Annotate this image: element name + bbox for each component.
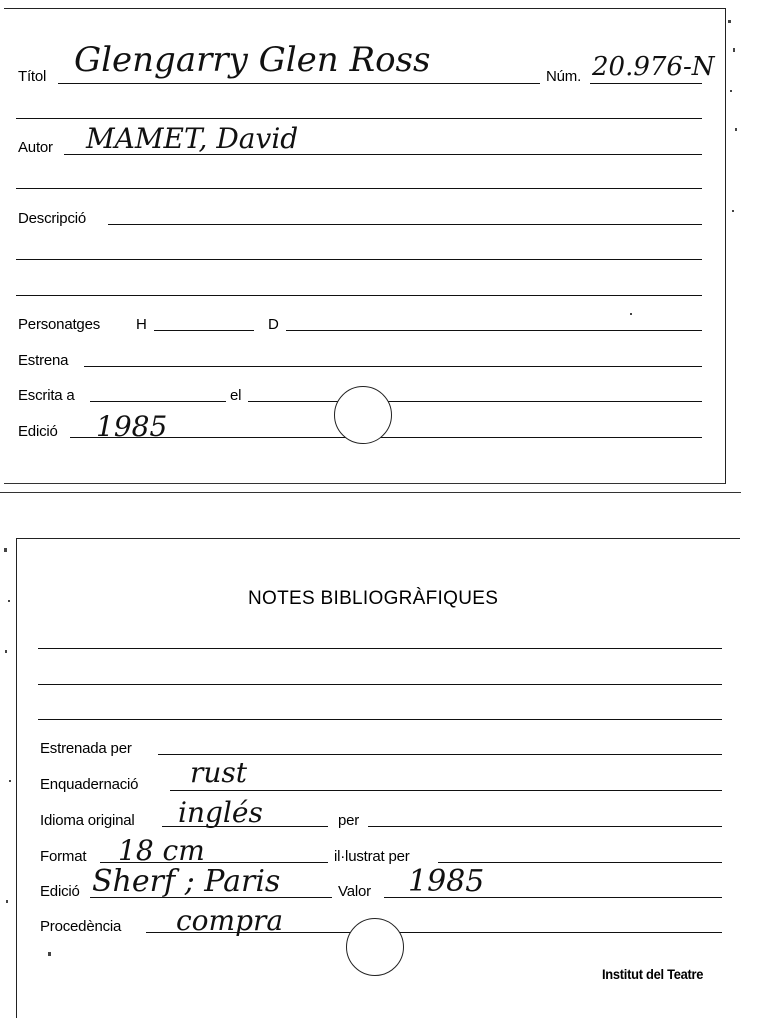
scan-speck: [8, 600, 10, 602]
edicio-label: Edició: [18, 423, 58, 440]
titol-line: [58, 83, 540, 84]
scan-speck: [730, 90, 732, 92]
escrita-label: Escrita a: [18, 387, 75, 404]
scan-speck: [732, 210, 734, 212]
procedencia-value: compra: [176, 904, 284, 937]
el-line: [248, 401, 702, 402]
notes-heading: NOTES BIBLIOGRÀFIQUES: [248, 588, 499, 609]
enquadernacio-value: rust: [190, 756, 248, 789]
enquadernacio-label: Enquadernació: [40, 776, 139, 793]
procedencia-label: Procedència: [40, 918, 122, 935]
format-label: Format: [40, 848, 87, 865]
num-line: [590, 83, 702, 84]
punch-hole: [334, 386, 392, 444]
scan-speck: [5, 650, 7, 653]
scan-speck: [4, 548, 7, 552]
blank-line: [16, 259, 702, 260]
el-label: el: [230, 387, 242, 404]
personatges-d-line: [286, 330, 702, 331]
scan-speck: [630, 313, 632, 315]
blank-line: [16, 118, 702, 119]
estrenada-label: Estrenada per: [40, 740, 132, 757]
blank-line: [16, 295, 702, 296]
personatges-label: Personatges: [18, 316, 101, 333]
edicio2-value: Sherf ; Paris: [92, 864, 281, 899]
titol-value: Glengarry Glen Ross: [74, 40, 431, 80]
scan-speck: [48, 952, 51, 956]
autor-label: Autor: [18, 139, 53, 156]
enquadernacio-line: [170, 790, 722, 791]
personatges-h-line: [154, 330, 254, 331]
scan-speck: [9, 780, 11, 782]
scan-speck: [6, 900, 8, 903]
notes-line: [38, 719, 722, 720]
idioma-label: Idioma original: [40, 812, 135, 829]
descripcio-label: Descripció: [18, 210, 87, 227]
titol-label: Títol: [18, 68, 47, 85]
personatges-h-label: H: [136, 316, 147, 333]
escrita-line: [90, 401, 226, 402]
estrena-line: [84, 366, 702, 367]
per-line: [368, 826, 722, 827]
notes-line: [38, 648, 722, 649]
estrena-label: Estrena: [18, 352, 69, 369]
num-value: 20.976-N: [592, 52, 715, 82]
scan-speck: [733, 48, 735, 52]
personatges-d-label: D: [268, 316, 279, 333]
idioma-value: inglés: [178, 796, 263, 829]
institution-name: Institut del Teatre: [602, 966, 704, 982]
descripcio-line: [108, 224, 702, 225]
blank-line: [16, 188, 702, 189]
illustrat-label: il·lustrat per: [334, 848, 410, 865]
format-value: 18 cm: [118, 834, 205, 867]
scan-speck: [728, 20, 731, 23]
edicio-value: 1985: [96, 410, 168, 443]
estrenada-line: [158, 754, 722, 755]
card-divider: [0, 492, 741, 493]
edicio2-label: Edició: [40, 883, 80, 900]
autor-value: MAMET, David: [86, 122, 299, 155]
per-label: per: [338, 812, 360, 829]
valor-value: 1985: [408, 864, 485, 899]
valor-label: Valor: [338, 883, 371, 900]
illustrat-line: [438, 862, 722, 863]
notes-line: [38, 684, 722, 685]
punch-hole: [346, 918, 404, 976]
scan-speck: [735, 128, 737, 131]
num-label: Núm.: [546, 68, 582, 85]
